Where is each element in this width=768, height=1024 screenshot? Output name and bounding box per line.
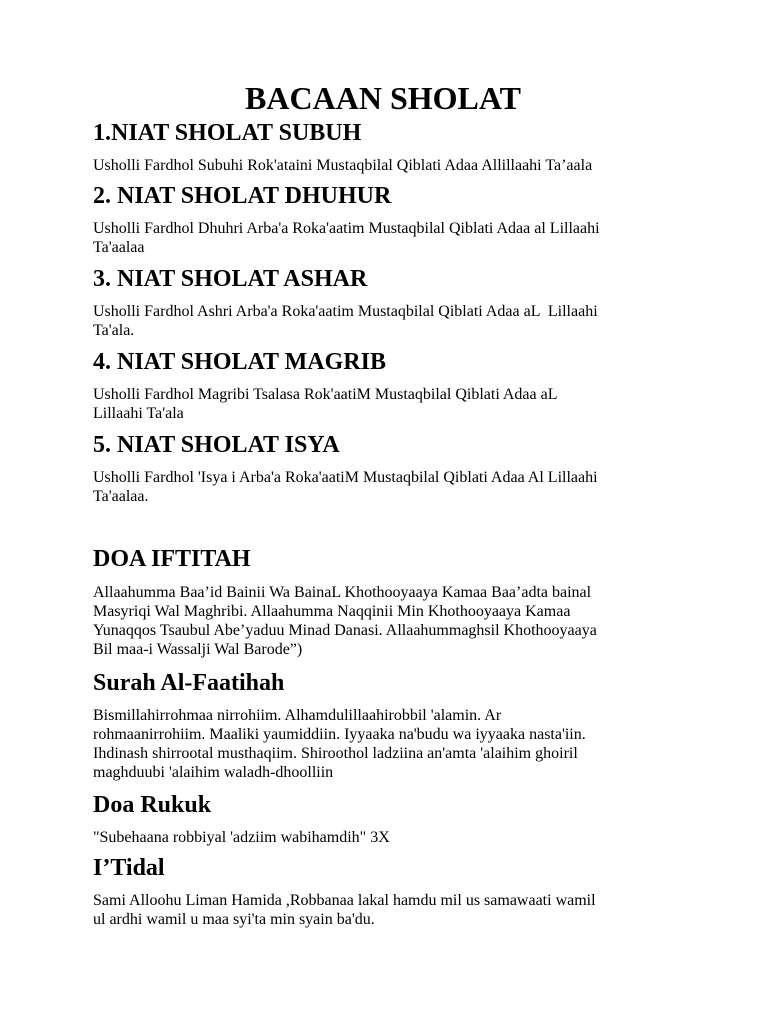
text-line: Usholli Fardhol Subuhi Rok'ataini Mustaqbilal Qiblati Adaa Allillaahi Ta’aala bbox=[93, 157, 593, 174]
text-line: Usholli Fardhol Ashri Arba'a Roka'aatim Mustaqbilal Qiblati Adaa aL Lillaahi bbox=[93, 303, 598, 320]
heading-doa-rukuk: Doa Rukuk bbox=[93, 792, 212, 818]
text-line: Masyriqi Wal Maghribi. Allaahumma Naqqinii Min Khothooyaaya Kamaa bbox=[93, 603, 571, 620]
text-line: Usholli Fardhol Magribi Tsalasa Rok'aatiM Mustaqbilal Qiblati Adaa aL bbox=[93, 386, 558, 403]
text-niat-magrib bbox=[93, 385, 683, 423]
text-line: Lillaahi Ta'ala bbox=[93, 405, 184, 422]
heading-niat-magrib: 4. NIAT SHOLAT MAGRIB bbox=[93, 349, 386, 375]
text-line: Bismillahirrohmaa nirrohiim. Alhamdulillaahirobbil 'alamin. Ar bbox=[93, 707, 502, 724]
heading-niat-ashar: 3. NIAT SHOLAT ASHAR bbox=[93, 266, 368, 292]
heading-doa-iftitah: DOA IFTITAH bbox=[93, 546, 251, 572]
heading-surah-al-faatihah: Surah Al-Faatihah bbox=[93, 670, 285, 696]
text-line: Ta'ala. bbox=[93, 322, 135, 339]
text-line: ul ardhi wamil u maa syi'ta min syain ba'du. bbox=[93, 911, 375, 928]
text-line: Allaahumma Baa’id Bainii Wa BainaL Khothooyaaya Kamaa Baa’adta bainal bbox=[93, 584, 592, 601]
text-line: Ihdinash shirrootal musthaqiim. Shiroothol ladziina an'amta 'alaihim ghoiril bbox=[93, 745, 578, 762]
text-niat-isya bbox=[93, 468, 683, 506]
text-doa-rukuk bbox=[93, 828, 683, 847]
text-line: Bil maa-i Wassalji Wal Barode”) bbox=[93, 641, 303, 658]
text-itidal bbox=[93, 891, 683, 929]
heading-niat-dhuhur: 2. NIAT SHOLAT DHUHUR bbox=[93, 183, 392, 209]
text-line: Usholli Fardhol Dhuhri Arba'a Roka'aatim Mustaqbilal Qiblati Adaa al Lillaahi bbox=[93, 220, 600, 237]
heading-niat-subuh: 1.NIAT SHOLAT SUBUH bbox=[93, 120, 362, 146]
text-line: Ta'aalaa. bbox=[93, 488, 149, 505]
text-doa-iftitah bbox=[93, 583, 683, 659]
text-line: Yunaqqos Tsaubul Abe’yaduu Minad Danasi. Allaahummaghsil Khothooyaaya bbox=[93, 622, 597, 639]
text-line: Ta'aalaa bbox=[93, 239, 145, 256]
text-line: Sami Alloohu Liman Hamida ,Robbanaa lakal hamdu mil us samawaati wamil bbox=[93, 892, 596, 909]
text-niat-dhuhur bbox=[93, 219, 683, 257]
page-title: BACAAN SHOLAT bbox=[245, 80, 521, 116]
text-niat-ashar bbox=[93, 302, 683, 340]
text-surah-al-faatihah bbox=[93, 706, 683, 782]
text-line: rohmaanirrohiim. Maaliki yaumiddiin. Iyyaaka na'budu wa iyyaaka nasta'iin. bbox=[93, 726, 586, 743]
text-line: Usholli Fardhol 'Isya i Arba'a Roka'aatiM Mustaqbilal Qiblati Adaa Al Lillaahi bbox=[93, 469, 598, 486]
text-line: "Subehaana robbiyal 'adziim wabihamdih" 3X bbox=[93, 829, 390, 846]
text-line: maghduubi 'alaihim waladh-dhoolliin bbox=[93, 764, 334, 781]
heading-itidal: I’Tidal bbox=[93, 855, 165, 881]
text-niat-subuh bbox=[93, 156, 683, 175]
heading-niat-isya: 5. NIAT SHOLAT ISYA bbox=[93, 432, 340, 458]
